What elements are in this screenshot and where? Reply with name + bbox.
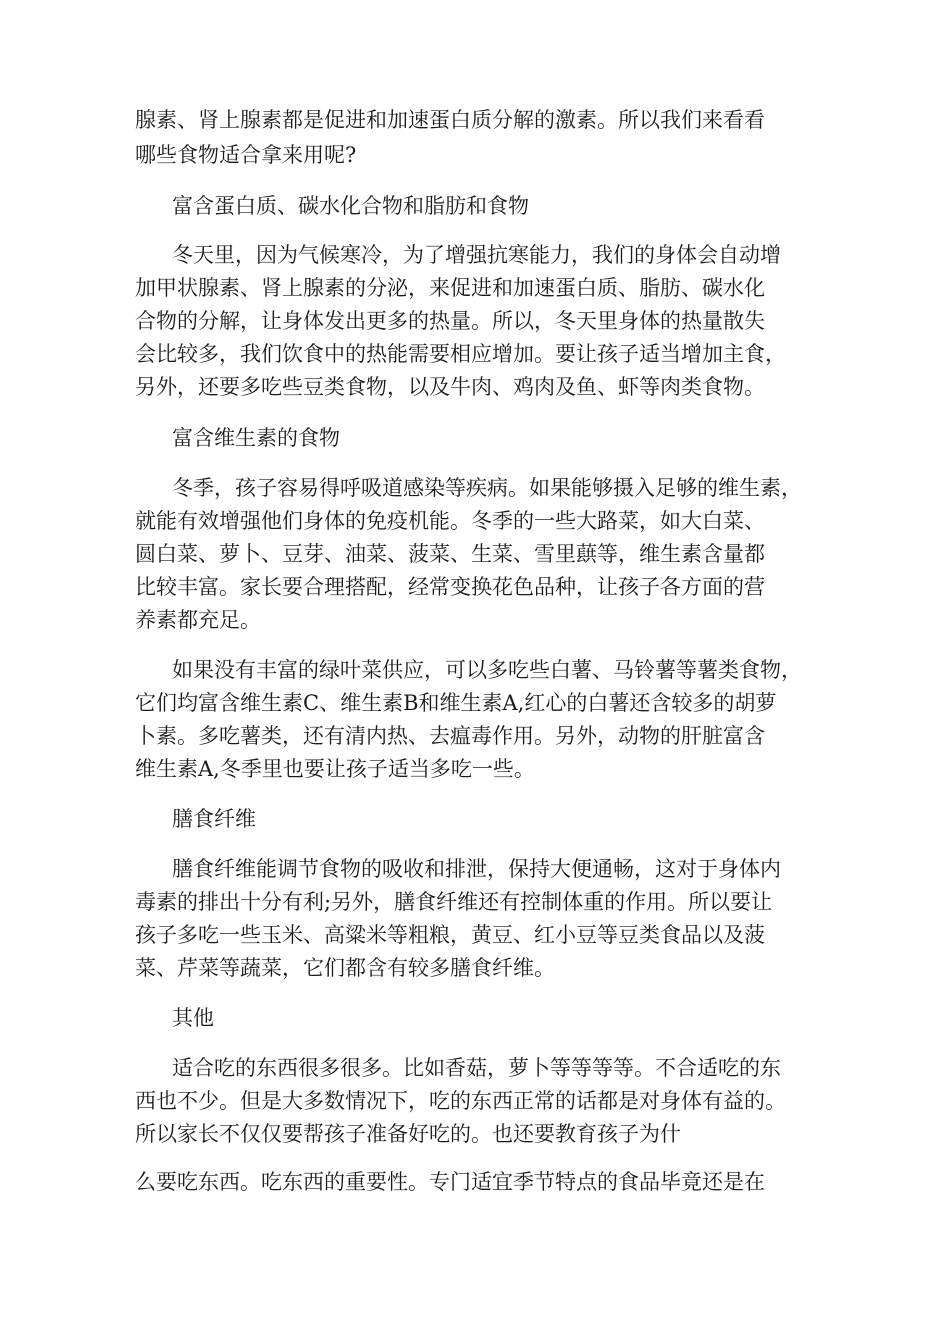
body-text-line: 么要吃东西。吃东西的重要性。专门适宜季节特点的食品毕竟还是在 (135, 1170, 765, 1194)
body-text-line: 它们均富含维生素C、维生素B和维生素A,红心的白薯还含较多的胡萝 (135, 691, 777, 715)
section-heading-vitamin: 富含维生素的食物 (172, 426, 340, 450)
body-text-line: 毒素的排出十分有利;另外，膳食纤维还有控制体重的作用。所以要让 (135, 890, 773, 914)
body-text-line: 菜、芹菜等蔬菜，它们都含有较多膳食纤维。 (135, 956, 555, 980)
body-text-line: 就能有效增强他们身体的免疫机能。冬季的一些大路菜，如大白菜、 (135, 509, 765, 533)
body-text-line: 养素都充足。 (135, 608, 261, 632)
body-text-line: 适合吃的东西很多很多。比如香菇，萝卜等等等等。不合适吃的东 (172, 1056, 781, 1080)
body-text-line: 合物的分解，让身体发出更多的热量。所以，冬天里身体的热量散失 (135, 309, 765, 333)
body-text-line: 加甲状腺素、肾上腺素的分泌，来促进和加速蛋白质、脂肪、碳水化 (135, 276, 765, 300)
body-text-line: 卜素。多吃薯类，还有清内热、去瘟毒作用。另外，动物的肝脏富含 (135, 724, 765, 748)
body-text-line: 比较丰富。家长要合理搭配，经常变换花色品种，让孩子各方面的营 (135, 575, 765, 599)
body-text-line: 冬季，孩子容易得呼吸道感染等疾病。如果能够摄入足够的维生素， (172, 476, 802, 500)
body-text-line: 孩子多吃一些玉米、高粱米等粗粮，黄豆、红小豆等豆类食品以及菠 (135, 923, 765, 947)
body-text-line: 冬天里，因为气候寒冷，为了增强抗寒能力，我们的身体会自动增 (172, 243, 781, 267)
body-text-line: 哪些食物适合拿来用呢? (135, 143, 357, 167)
section-heading-protein: 富含蛋白质、碳水化合物和脂肪和食物 (172, 194, 529, 218)
body-text-line: 如果没有丰富的绿叶菜供应，可以多吃些白薯、马铃薯等薯类食物， (172, 658, 802, 682)
body-text-line: 维生素A,冬季里也要让孩子适当多吃一些。 (135, 757, 535, 781)
body-text-line: 会比较多，我们饮食中的热能需要相应增加。要让孩子适当增加主食， (135, 342, 786, 366)
section-heading-fiber: 膳食纤维 (172, 807, 256, 831)
body-text-line: 西也不少。但是大多数情况下，吃的东西正常的话都是对身体有益的。 (135, 1089, 786, 1113)
section-heading-other: 其他 (172, 1006, 214, 1030)
body-text-line: 另外，还要多吃些豆类食物，以及牛肉、鸡肉及鱼、虾等肉类食物。 (135, 375, 765, 399)
body-text-line: 圆白菜、萝卜、豆芽、油菜、菠菜、生菜、雪里蕻等，维生素含量都 (135, 542, 765, 566)
body-text-line: 所以家长不仅仅要帮孩子准备好吃的。也还要教育孩子为什 (135, 1122, 681, 1146)
body-text-line: 膳食纤维能调节食物的吸收和排泄，保持大便通畅，这对于身体内 (172, 857, 781, 881)
body-text-line: 腺素、肾上腺素都是促进和加速蛋白质分解的激素。所以我们来看看 (135, 108, 765, 132)
